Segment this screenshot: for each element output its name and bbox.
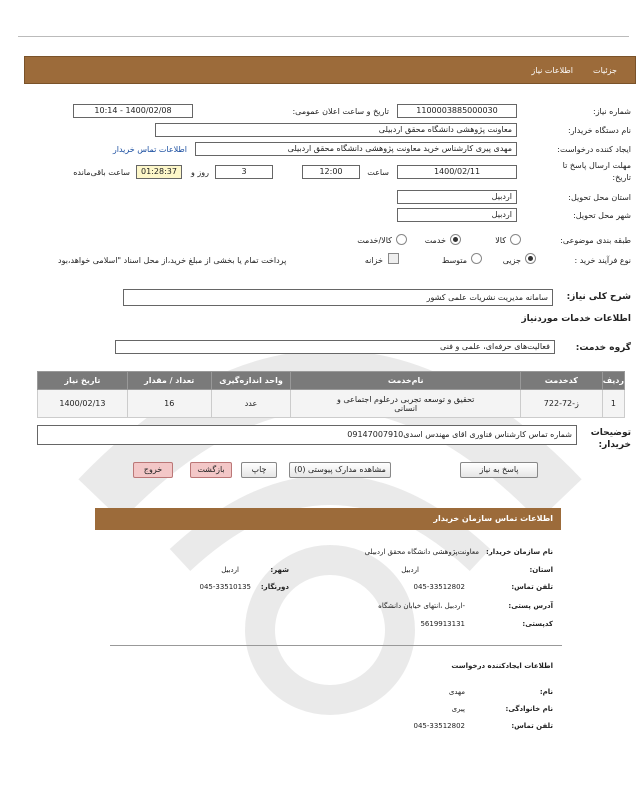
creator-family-value: پیری (451, 705, 465, 713)
contact-fax-value: 045-33510135 (199, 583, 251, 591)
tab-details[interactable]: جزئیات (593, 66, 617, 75)
services-title: اطلاعات خدمات موردنیاز (521, 314, 631, 324)
creator-phone-label: تلفن تماس: (511, 722, 553, 730)
contact-org-value: معاونت‌پژوهشی دانشگاه محقق اردبیلی (364, 548, 479, 556)
radio-partial[interactable] (525, 253, 536, 264)
buyer-org-label: نام دستگاه خریدار: (568, 126, 631, 135)
need-number-label: شماره نیاز: (593, 107, 631, 116)
remaining-time-field: 01:28:37 (136, 165, 182, 179)
radio-medium-label: متوسط (441, 256, 467, 265)
city-label: شهر محل تحویل: (573, 211, 631, 220)
creator-phone-value: 045-33512802 (413, 722, 465, 730)
summary-label: شرح کلی نیاز: (566, 292, 631, 302)
contact-postal-label: کدپستی: (522, 620, 553, 628)
creator-section-title: اطلاعات ایجادکننده درخواست (451, 662, 553, 670)
contact-org-label: نام سازمان خریدار: (485, 548, 553, 556)
process-label: نوع فرآیند خرید : (574, 256, 631, 265)
treasury-payment-checkbox[interactable] (388, 253, 399, 264)
deadline-label: مهلت ارسال پاسخ تا تاریخ: (562, 161, 631, 182)
radio-partial-label: جزیی (502, 256, 521, 265)
col-header-date: تاریخ نیاز (38, 372, 128, 390)
contact-address-value: -اردبیل ،انتهای خیابان دانشگاه (378, 602, 465, 610)
days-label: روز و (191, 168, 209, 177)
cell-name: تحقیق و توسعه تجربی درعلوم اجتماعی و انسانی (291, 390, 521, 418)
contact-phone-label: تلفن تماس: (511, 583, 553, 591)
city-field: اردبیل (397, 208, 517, 222)
contact-phone-value: 045-33512802 (413, 583, 465, 591)
table-row (38, 390, 625, 418)
summary-field: سامانه مدیریت نشریات علمی کشور (123, 289, 553, 306)
announce-label: تاریخ و ساعت اعلان عمومی: (292, 107, 389, 116)
buyer-contact-link[interactable]: اطلاعات تماس خریدار (112, 145, 187, 154)
contact-city-value: اردبیل (221, 566, 239, 574)
creator-field: مهدی پیری کارشناس خرید معاونت پژوهشی دانشگاه محقق اردبیلی (195, 142, 517, 156)
remaining-label: ساعت باقی‌مانده (73, 168, 130, 177)
contact-section-title: اطلاعات تماس سازمان خریدار (95, 508, 561, 530)
cell-code: ز-72-722 (520, 390, 602, 418)
province-field: اردبیل (397, 190, 517, 204)
cell-row: 1 (602, 390, 624, 418)
radio-goods[interactable] (510, 234, 521, 245)
contact-address-label: آدرس پستی: (508, 602, 553, 610)
contact-province-label: استان: (529, 566, 553, 574)
treasury-label: خزانه (364, 256, 383, 265)
cell-date: 1400/02/13 (38, 390, 128, 418)
buyer-notes-label: توضیحات خریدار: (590, 428, 631, 450)
creator-family-label: نام خانوادگی: (505, 705, 553, 713)
print-button[interactable]: چاپ (241, 462, 277, 478)
top-tabs-bar (24, 56, 636, 84)
creator-label: ایجاد کننده درخواست: (557, 145, 631, 154)
tab-need-info[interactable]: اطلاعات نیاز (531, 66, 573, 75)
contact-province-value: اردبیل (401, 566, 419, 574)
days-field: 3 (215, 165, 273, 179)
province-label: استان محل تحویل: (568, 193, 631, 202)
col-header-unit: واحد اندازه‌گیری (211, 372, 291, 390)
col-header-name: نام‌خدمت (291, 372, 521, 390)
attachments-button[interactable]: مشاهده مدارک پیوستی (0) (289, 462, 391, 478)
contact-postal-value: 5619913131 (420, 620, 465, 628)
exit-button[interactable]: خروج (133, 462, 173, 478)
radio-service[interactable] (450, 234, 461, 245)
category-label: طبقه بندی موضوعی: (560, 236, 631, 245)
creator-name-value: مهدی (448, 688, 465, 696)
cell-qty: 16 (127, 390, 211, 418)
radio-goods-service[interactable] (396, 234, 407, 245)
cell-unit: عدد (211, 390, 291, 418)
col-header-qty: تعداد / مقدار (127, 372, 211, 390)
group-label: گروه خدمت: (575, 343, 631, 353)
group-field: فعالیت‌های حرفه‌ای، علمی و فنی (115, 340, 555, 354)
back-button[interactable]: بازگشت (190, 462, 232, 478)
radio-service-label: خدمت (424, 236, 446, 245)
deadline-date-field: 1400/02/11 (397, 165, 517, 179)
deadline-time-field: 12:00 (302, 165, 360, 179)
contact-fax-label: دورنگار: (260, 583, 289, 591)
buyer-notes-field: شماره تماس کارشناس فناوری اقای مهندس اسدی09147007910 (37, 425, 577, 445)
buyer-org-field: معاونت پژوهشی دانشگاه محقق اردبیلی (155, 123, 517, 137)
radio-medium[interactable] (471, 253, 482, 264)
payment-note: پرداخت تمام یا بخشی از مبلغ خرید،از محل اسناد "اسلامی خواهد،بود (58, 256, 287, 265)
time-label: ساعت (367, 168, 389, 177)
reply-button[interactable]: پاسخ به نیاز (460, 462, 538, 478)
radio-goods-label: کالا (495, 236, 506, 245)
radio-goods-service-label: کالا/خدمت (357, 236, 392, 245)
need-number-field: 1100003885000030 (397, 104, 517, 118)
announce-date-field: 1400/02/08 - 10:14 (73, 104, 193, 118)
contact-city-label: شهر: (270, 566, 289, 574)
col-header-row: ردیف (602, 372, 624, 390)
services-table (37, 371, 625, 418)
col-header-code: کدخدمت (520, 372, 602, 390)
creator-name-label: نام: (539, 688, 553, 696)
